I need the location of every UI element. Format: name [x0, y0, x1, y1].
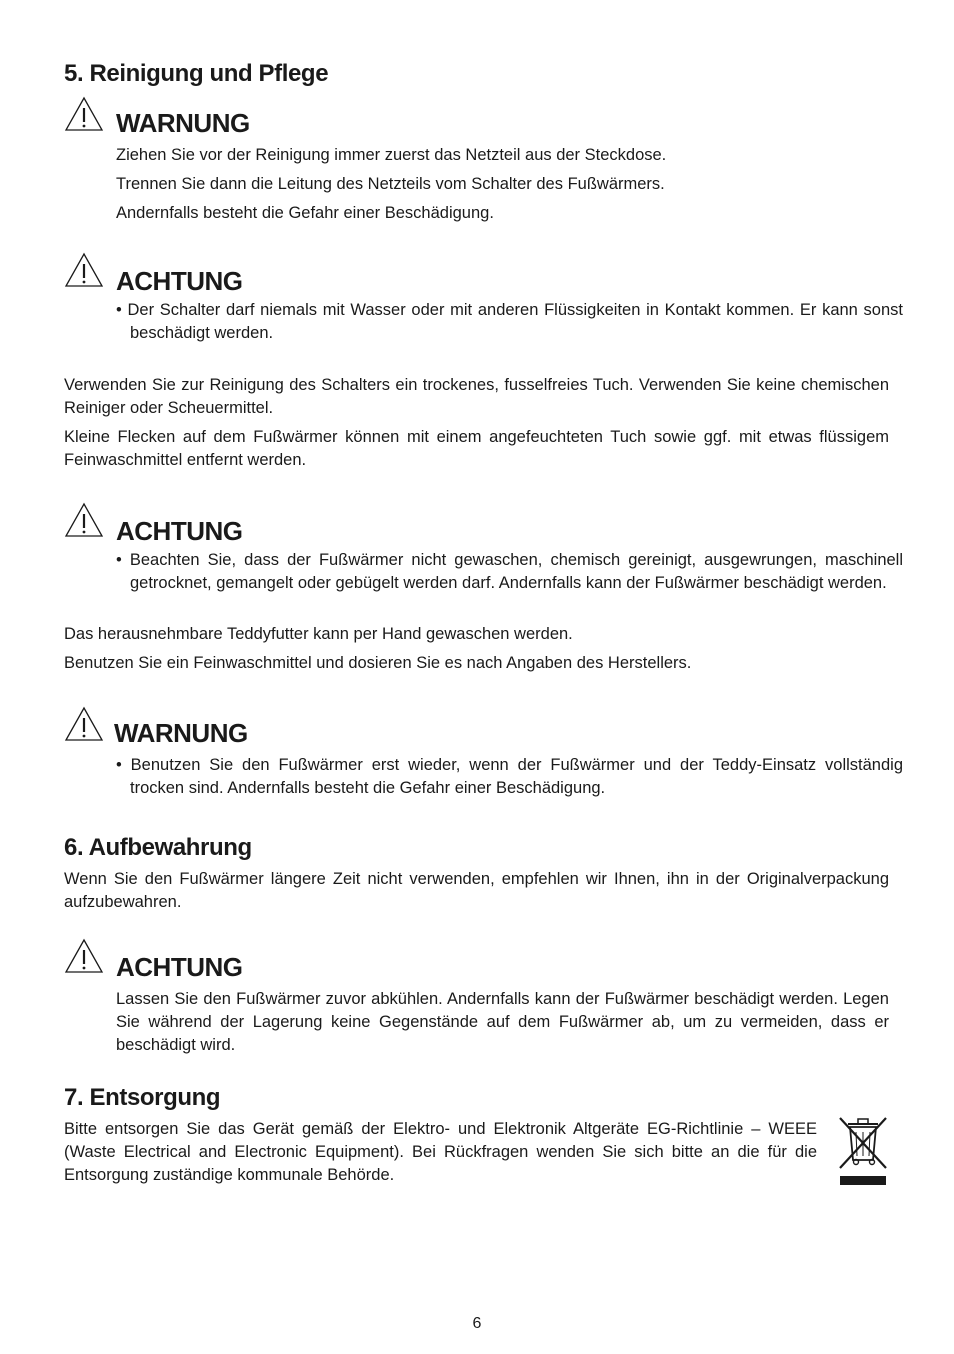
caution-title: ACHTUNG: [116, 952, 243, 982]
cleaning-paragraph: Verwenden Sie zur Reinigung des Schalters ein trockenes, fusselfreies Tuch. Verwenden Sie keine chemischen Reiniger oder Scheuermittel.: [64, 376, 889, 417]
storage-paragraph: Wenn Sie den Fußwärmer längere Zeit nicht verwenden, empfehlen wir Ihnen, ihn in der Originalverpackung aufzubewahren.: [64, 870, 889, 911]
caution-triangle-icon: [64, 502, 104, 538]
section-6-heading: 6. Aufbewahrung: [64, 834, 252, 861]
detergent-text: Benutzen Sie ein Feinwaschmittel und dosieren Sie es nach Angaben des Herstellers.: [64, 654, 692, 672]
caution-bullet: • Beachten Sie, dass der Fußwärmer nicht gewaschen, chemisch gereinigt, ausgewrungen, maschinell getrocknet, gemangelt oder gebügelt werden darf. Andernfalls kann der Fußwärmer beschädigt werden.: [116, 551, 903, 592]
warning-bullet: • Benutzen Sie den Fußwärmer erst wieder, wenn der Fußwärmer und der Teddy-Einsatz vollständig trocken sind. Andernfalls besteht die Gefahr einer Beschädigung.: [116, 756, 903, 797]
warning-triangle-icon: [64, 96, 104, 132]
section-7-heading: 7. Entsorgung: [64, 1084, 221, 1111]
disposal-paragraph: Bitte entsorgen Sie das Gerät gemäß der Elektro- und Elektronik Altgeräte EG-Richtlinie – WEEE (Waste Electrical and Electronic Equipment). Bei Rückfragen wenden Sie sich bitte an die für die Entsorgung zuständige kommunale Behörde.: [64, 1120, 817, 1184]
caution-body: Lassen Sie den Fußwärmer zuvor abkühlen. Andernfalls kann der Fußwärmer beschädigt werden. Legen Sie während der Lagerung keine Gegenstände auf dem Fußwärmer ab, um zu vermeiden, dass er beschädigt wird.: [116, 990, 889, 1054]
caution-triangle-icon: [64, 252, 104, 288]
warning-title: WARNUNG: [116, 108, 250, 138]
warning-line: Andernfalls besteht die Gefahr einer Beschädigung.: [116, 204, 494, 222]
warning-line: Trennen Sie dann die Leitung des Netzteils vom Schalter des Fußwärmers.: [116, 175, 665, 193]
warning-triangle-icon: [64, 706, 104, 742]
warning-body: [116, 144, 889, 225]
caution-title: ACHTUNG: [116, 516, 243, 546]
caution-triangle-icon: [64, 938, 104, 974]
weee-crossed-bin-icon: [836, 1114, 890, 1188]
caution-bullet: • Der Schalter darf niemals mit Wasser oder mit anderen Flüssigkeiten in Kontakt kommen. Er kann sonst beschädigt werden.: [116, 301, 903, 342]
page-number: 6: [472, 1315, 482, 1332]
warning-title: WARNUNG: [114, 718, 248, 748]
section-5-heading: 5. Reinigung und Pflege: [64, 60, 329, 87]
stain-paragraph: Kleine Flecken auf dem Fußwärmer können mit einem angefeuchteten Tuch sowie ggf. mit etwas flüssigem Feinwaschmittel entfernt werden.: [64, 428, 889, 469]
teddy-lining-text: Das herausnehmbare Teddyfutter kann per Hand gewaschen werden.: [64, 625, 573, 643]
caution-title: ACHTUNG: [116, 266, 243, 296]
warning-line: Ziehen Sie vor der Reinigung immer zuerst das Netzteil aus der Steckdose.: [116, 146, 667, 164]
